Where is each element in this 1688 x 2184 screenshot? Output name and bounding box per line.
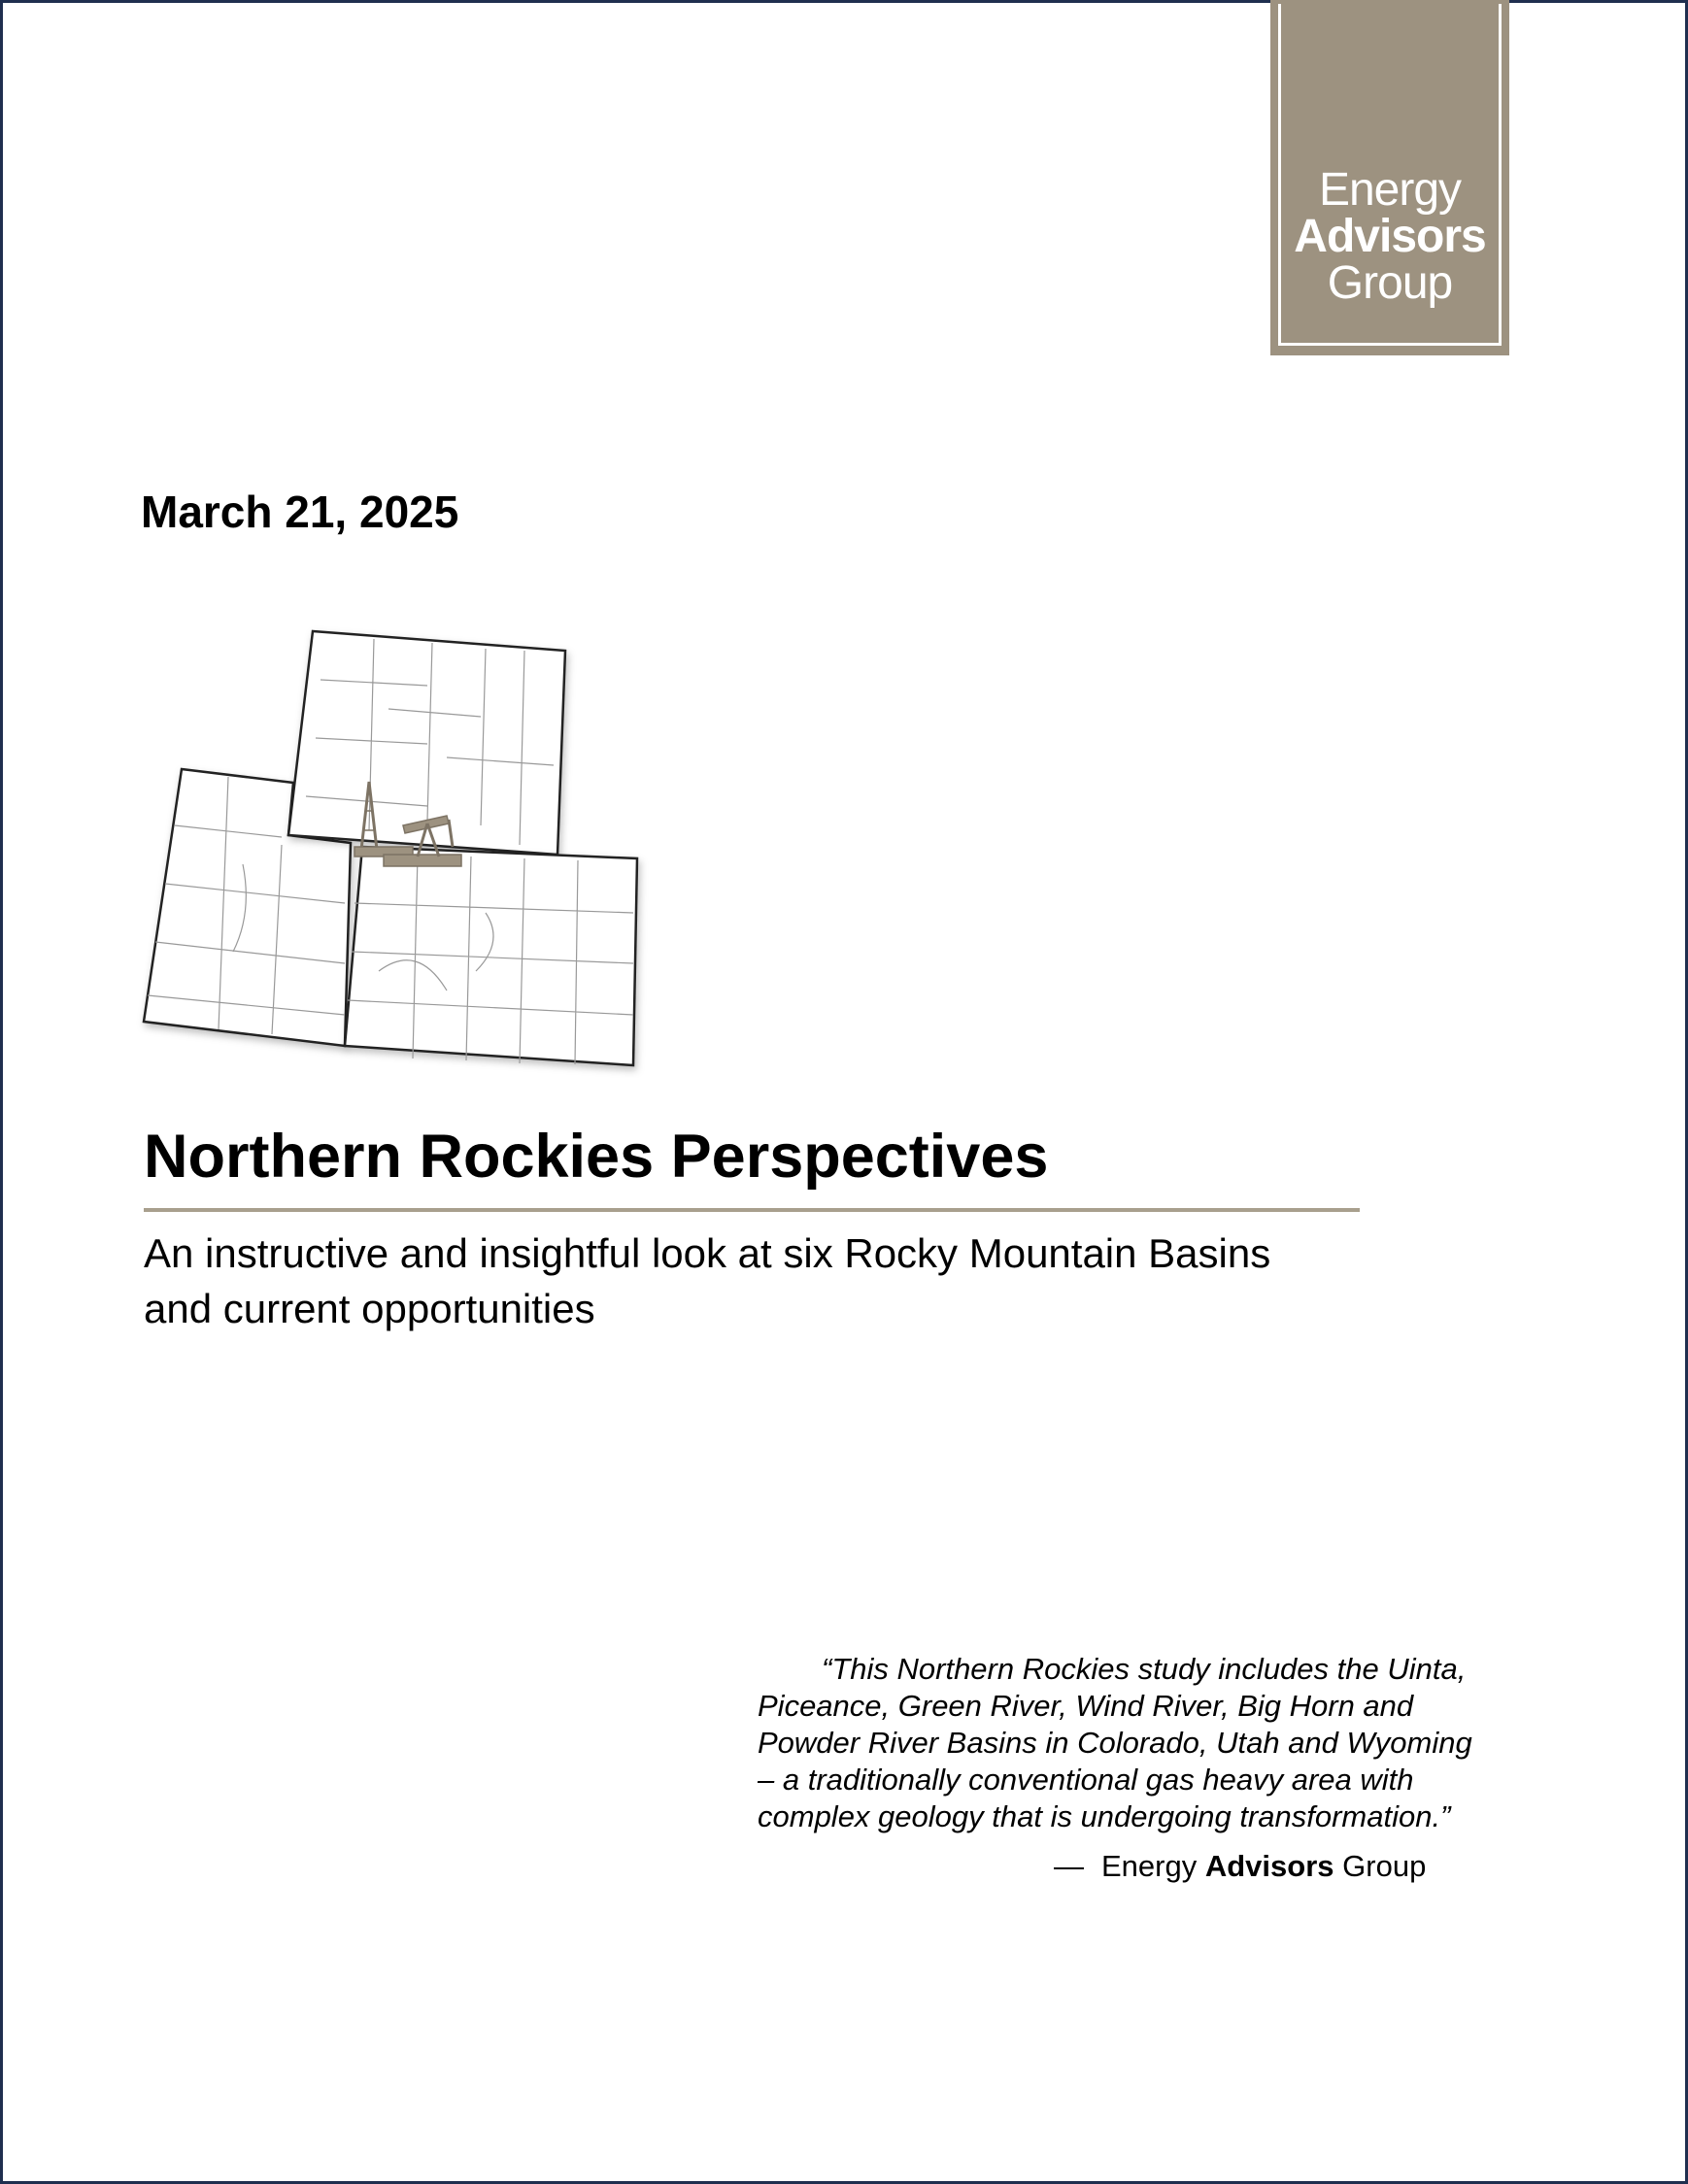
- company-logo: [1270, 0, 1509, 355]
- logo-line-group: Group: [1327, 257, 1453, 309]
- attribution-advisors: Advisors: [1204, 1849, 1334, 1883]
- quote-text: “This Northern Rockies study includes the Uinta, Piceance, Green River, Wind River, Big Horn and Powder River Basins in Colorado, Utah and Wyoming – a traditionally conventional gas heavy area with complex geology that is undergoing transformation.”: [758, 1652, 1472, 1833]
- title-divider: [144, 1208, 1360, 1212]
- subtitle-line-1: An instructive and insightful look at six Rocky Mountain Basins: [144, 1230, 1271, 1276]
- attribution-dash: —: [1054, 1849, 1084, 1883]
- attribution-group: Group: [1342, 1849, 1427, 1883]
- subtitle-line-2: and current opportunities: [144, 1286, 595, 1331]
- region-map-illustration: [136, 622, 660, 1078]
- logo-line-energy: Energy: [1318, 164, 1462, 216]
- pull-quote: [758, 1651, 1496, 1835]
- logo-line-advisors: Advisors: [1294, 211, 1486, 262]
- logo-wordmark: [1270, 164, 1509, 309]
- report-date: March 21, 2025: [141, 487, 459, 537]
- colorado-state-shape: [345, 847, 637, 1065]
- quote-attribution: [1054, 1848, 1426, 1885]
- report-subtitle: [144, 1226, 1367, 1336]
- report-title: Northern Rockies Perspectives: [144, 1123, 1049, 1191]
- attribution-energy: Energy: [1101, 1849, 1198, 1883]
